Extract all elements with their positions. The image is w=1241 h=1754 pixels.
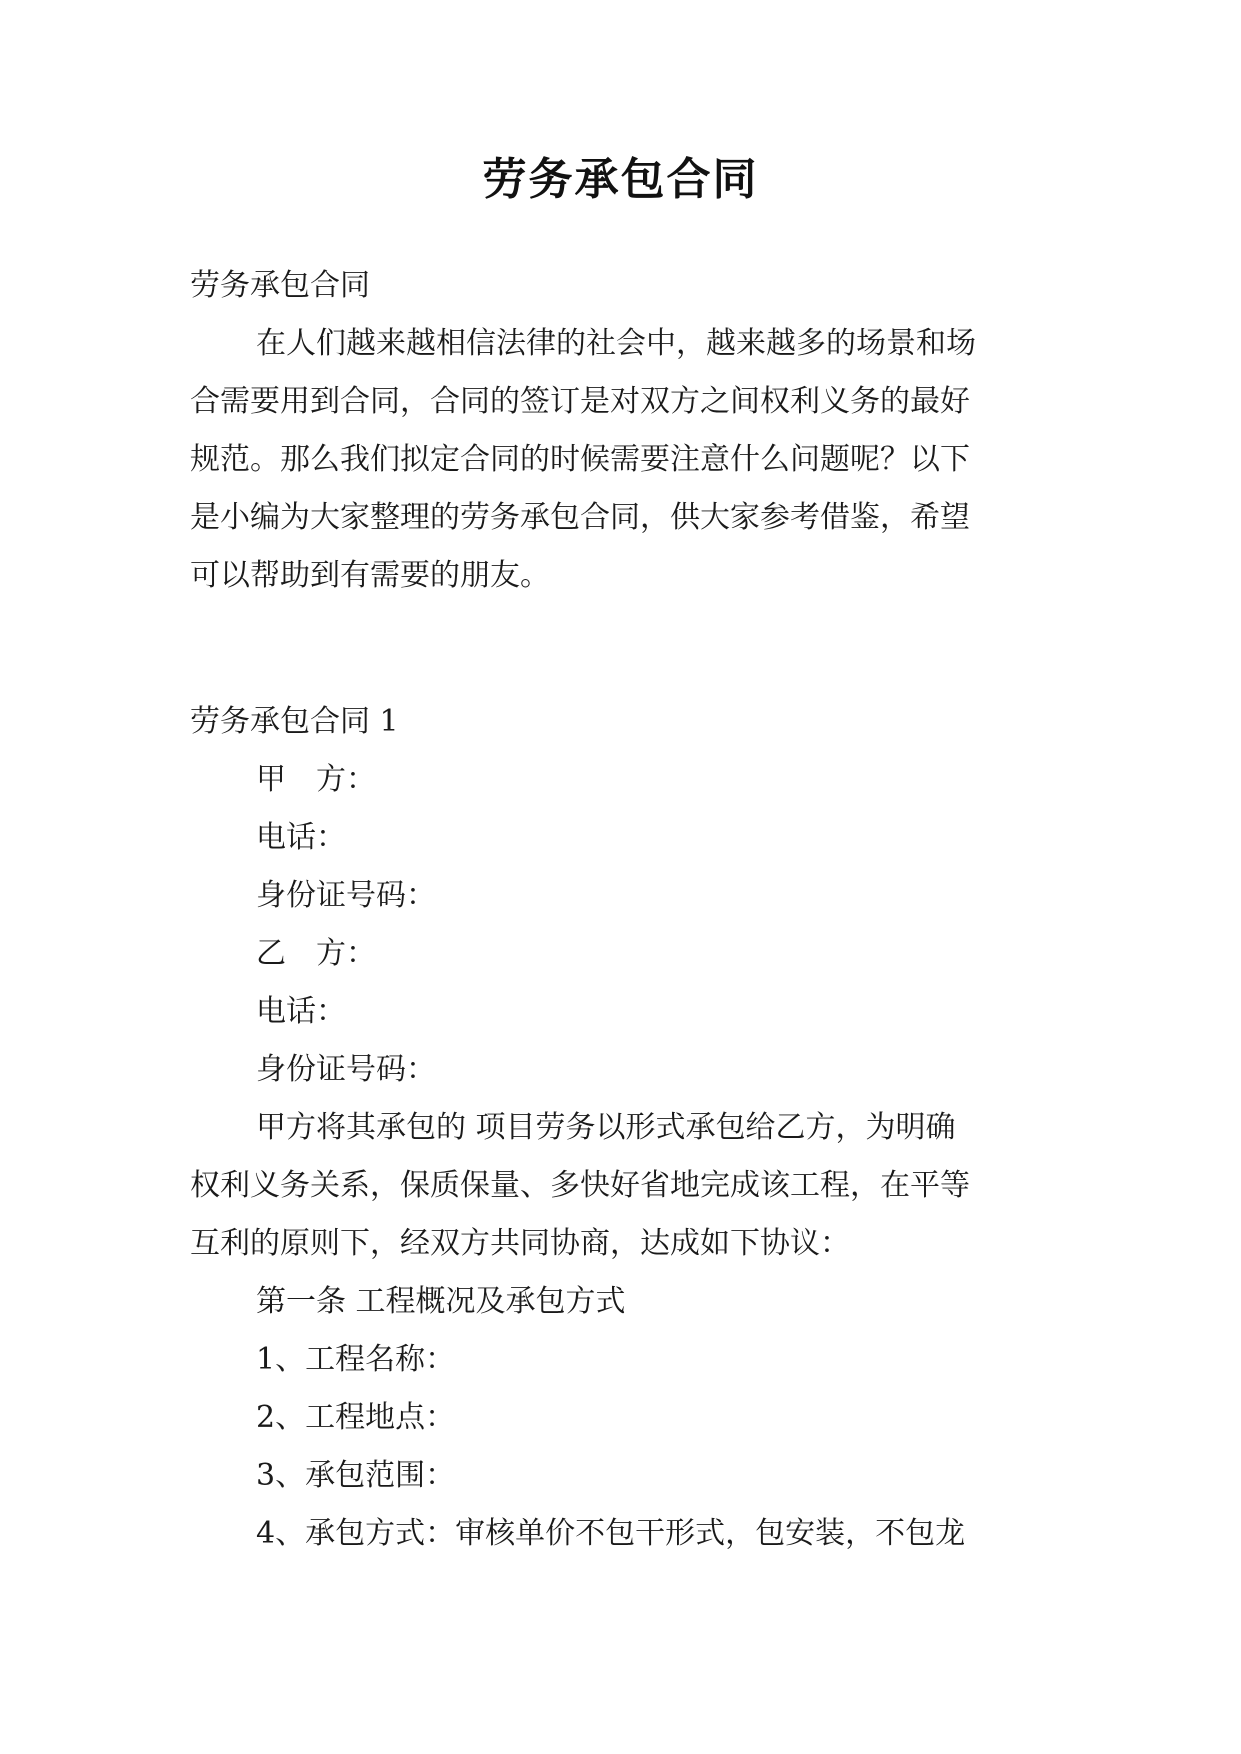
article-one-item: 1、工程名称： — [256, 1342, 456, 1377]
preamble-line: 甲方将其承包的 项目劳务以形式承包给乙方，为明确 — [256, 1110, 956, 1145]
intro-line: 合需要用到合同，合同的签订是对双方之间权利义务的最好 — [190, 384, 970, 419]
article-one-heading: 第一条 工程概况及承包方式 — [256, 1284, 626, 1319]
intro-line: 规范。那么我们拟定合同的时候需要注意什么问题呢？以下 — [190, 442, 970, 477]
preamble-line: 互利的原则下，经双方共同协商，达成如下协议： — [190, 1226, 850, 1261]
intro-line: 可以帮助到有需要的朋友。 — [190, 558, 550, 593]
intro-section — [190, 257, 1050, 605]
party-b-phone-label: 电话： — [256, 994, 346, 1029]
intro-line: 在人们越来越相信法律的社会中，越来越多的场景和场 — [256, 326, 976, 361]
article-one-item: 2、工程地点： — [256, 1400, 456, 1435]
article-one-item: 3、承包范围： — [256, 1458, 456, 1493]
intro-heading: 劳务承包合同 — [190, 268, 370, 303]
intro-line: 是小编为大家整理的劳务承包合同，供大家参考借鉴，希望 — [190, 500, 970, 535]
contract-heading: 劳务承包合同 1 — [190, 704, 399, 739]
document-title: 劳务承包合同 — [482, 154, 759, 205]
party-a-name-label: 甲 方： — [256, 762, 376, 797]
party-b-name-label: 乙 方： — [256, 936, 376, 971]
party-b-id-label: 身份证号码： — [256, 1052, 436, 1087]
contract-section — [190, 693, 1050, 1563]
preamble-line: 权利义务关系，保质保量、多快好省地完成该工程，在平等 — [190, 1168, 970, 1203]
article-one-item: 4、承包方式：审核单价不包干形式，包安装，不包龙 — [256, 1516, 966, 1551]
party-a-phone-label: 电话： — [256, 820, 346, 855]
party-a-id-label: 身份证号码： — [256, 878, 436, 913]
